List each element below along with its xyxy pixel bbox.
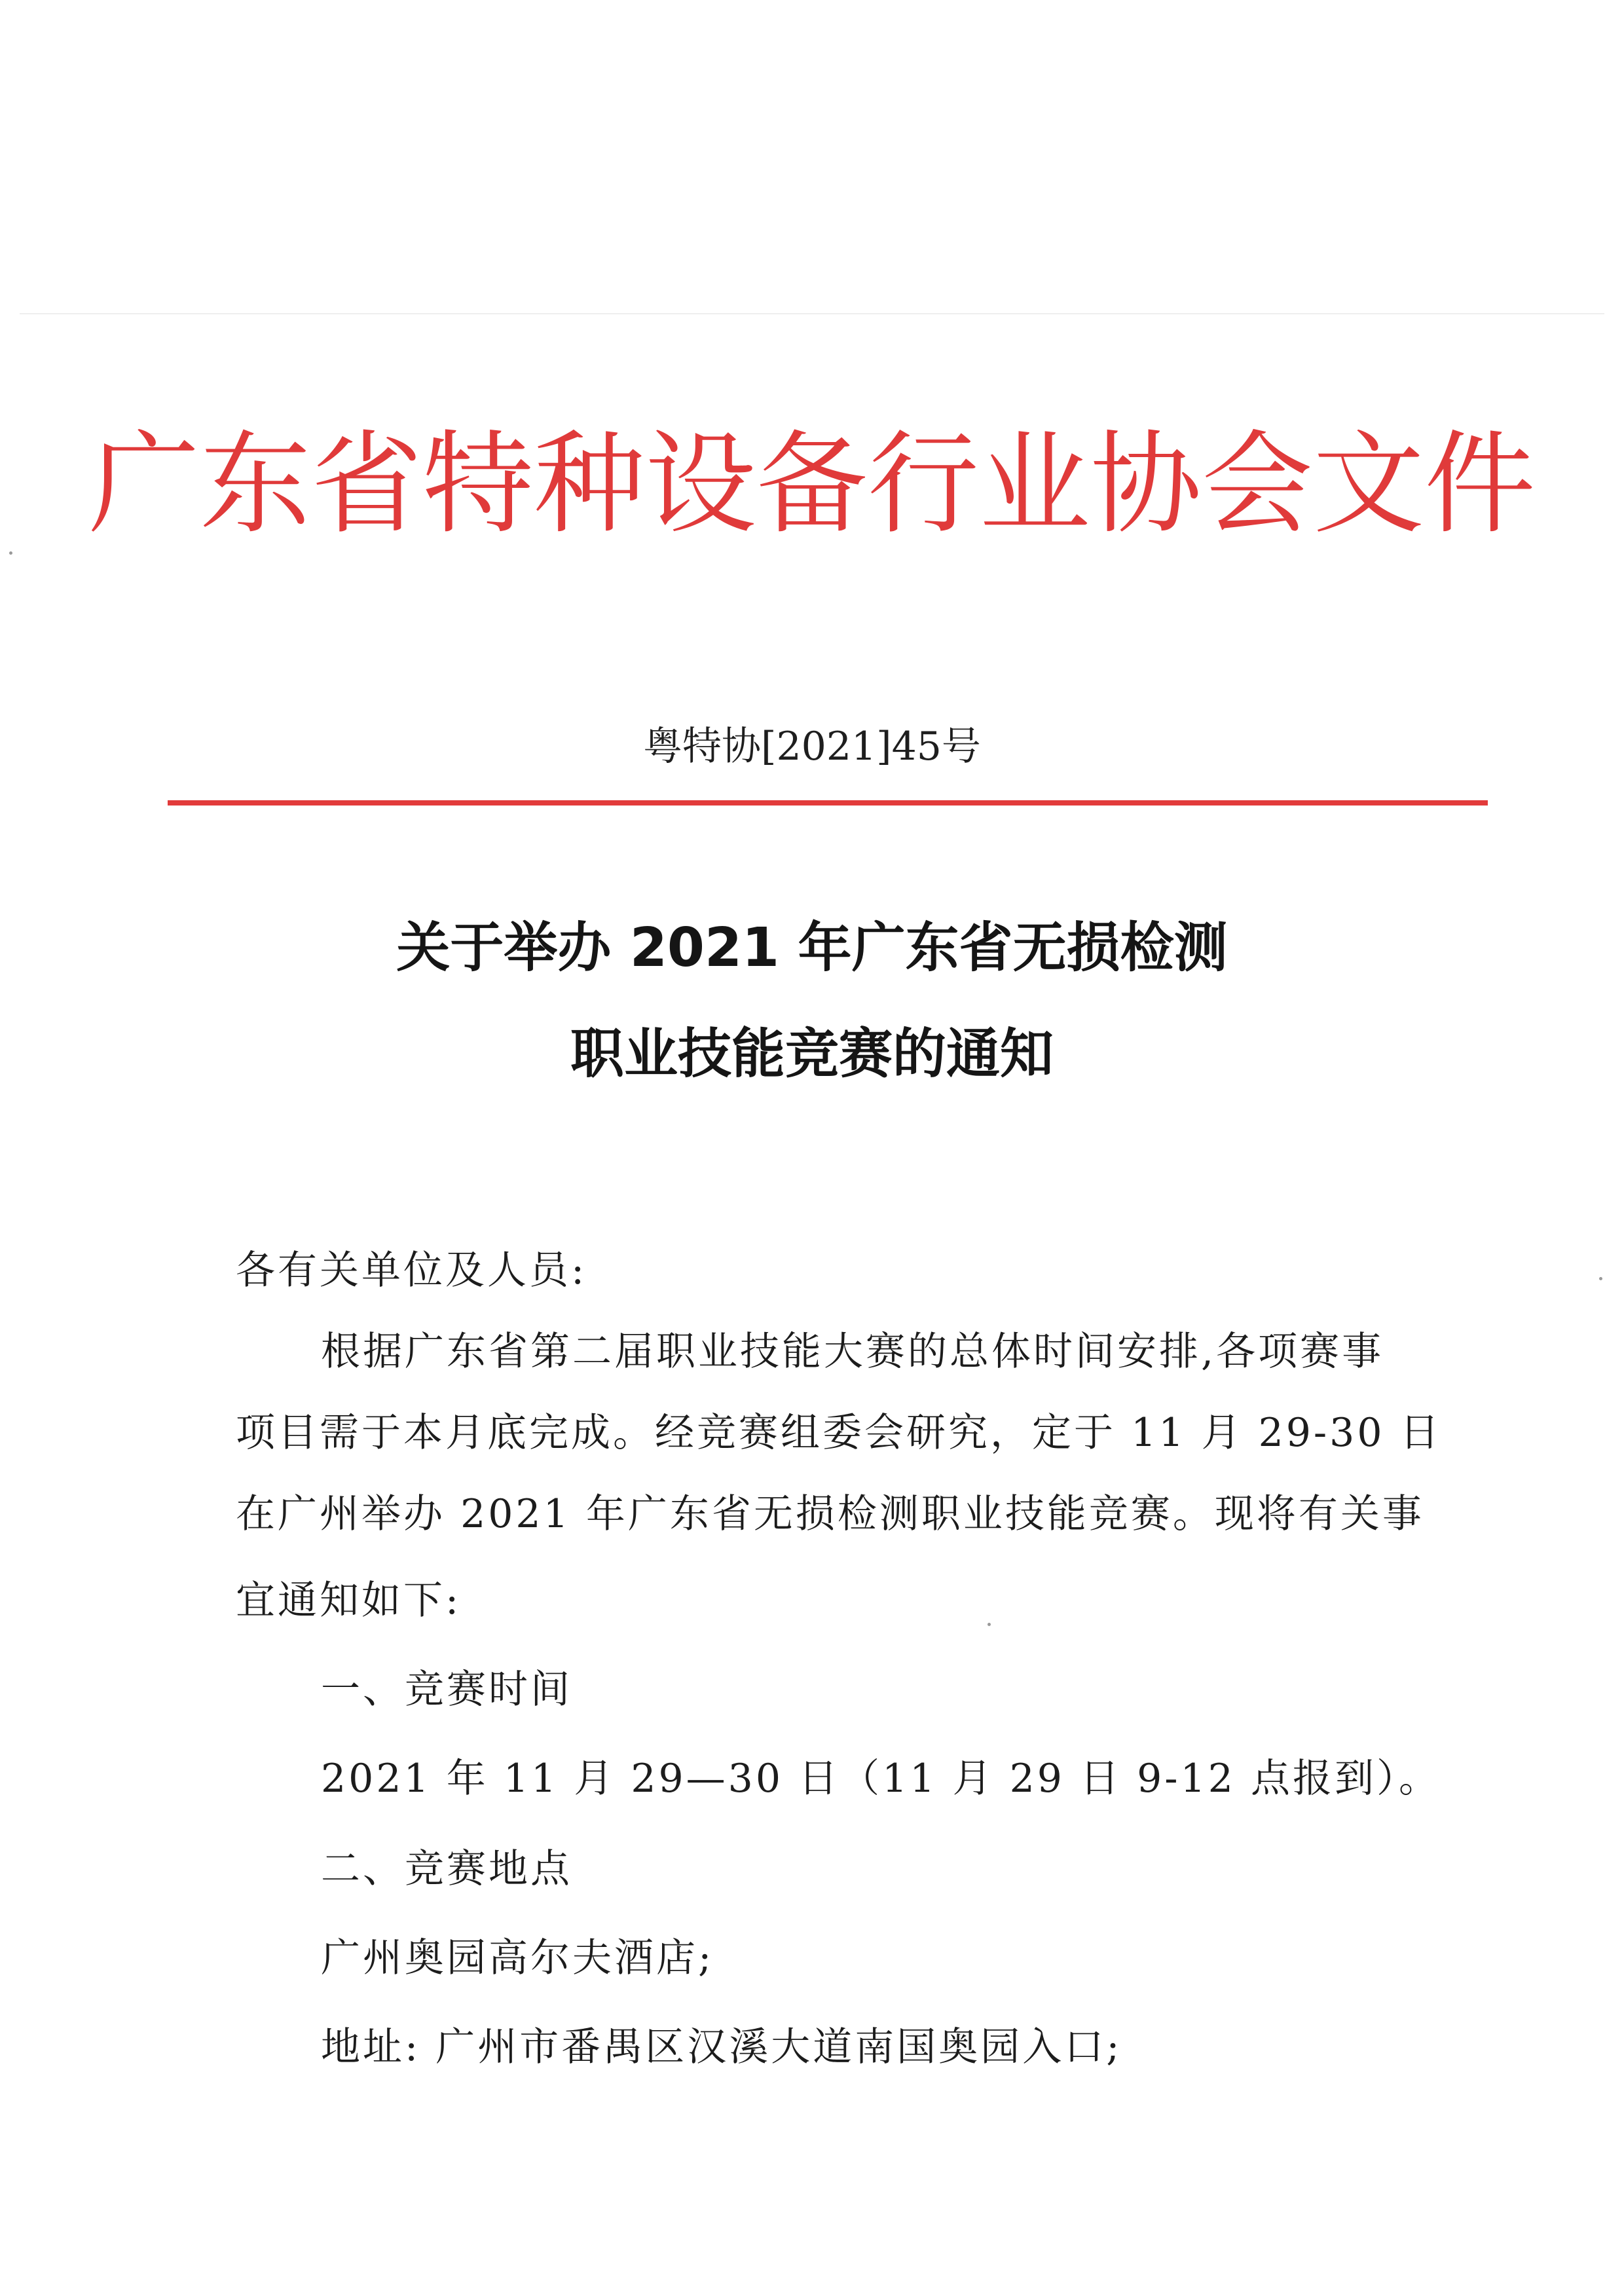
notice-title-line-2: 职业技能竞赛的通知 (570, 1023, 1054, 1085)
paragraph-line-2: 项目需于本月底完成。经竞赛组委会研究，定于 11 月 29-30 日 (236, 1410, 1442, 1456)
document-number: 粤特协[2021]45号 (643, 724, 981, 769)
section-heading-time: 一、竞赛时间 (321, 1667, 572, 1713)
scan-speck (987, 1623, 991, 1626)
scan-fold-line (20, 313, 1604, 314)
notice-title-line-1: 关于举办 2021 年广东省无损检测 (396, 917, 1228, 979)
scan-speck (9, 551, 12, 555)
venue-address: 地址: 广州市番禺区汉溪大道南国奥园入口; (321, 2024, 1122, 2070)
competition-time: 2021 年 11 月 29—30 日（11 月 29 日 9-12 点报到）。 (321, 1756, 1441, 1802)
section-heading-location: 二、竞赛地点 (321, 1846, 572, 1892)
salutation: 各有关单位及人员: (236, 1248, 587, 1293)
venue-name: 广州奥园高尔夫酒店; (321, 1935, 714, 1981)
paragraph-line-4: 宜通知如下: (236, 1578, 462, 1623)
letterhead-title: 广东省特种设备行业协会文件 (88, 420, 1536, 549)
scan-speck (1599, 1277, 1602, 1280)
red-divider-rule (168, 800, 1488, 805)
paragraph-line-1: 根据广东省第二届职业技能大赛的总体时间安排,各项赛事 (321, 1329, 1384, 1375)
paragraph-line-3: 在广州举办 2021 年广东省无损检测职业技能竞赛。现将有关事 (236, 1491, 1424, 1537)
